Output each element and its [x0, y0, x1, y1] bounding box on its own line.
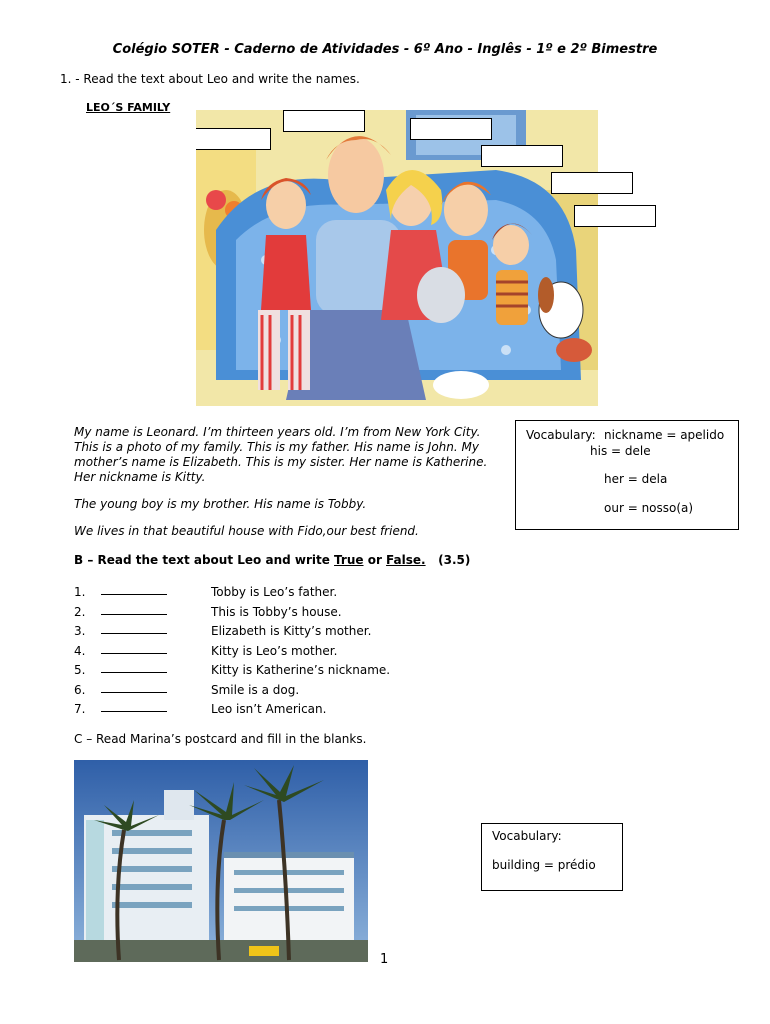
vocabulary-item: nickname = apelido [604, 428, 725, 442]
story-paragraph: My name is Leonard. I’m thirteen years old. I’m from New York City. This is a photo of my family. This is my father. His name is John. My mother’s name is Elizabeth. This is my sister. Her name is Katherine. Her nickname is Kitty. [74, 425, 488, 484]
building-photo-image [74, 760, 368, 962]
section-b-prefix: B – Read the text about Leo and write [74, 553, 335, 567]
vocabulary-item: his = dele [590, 444, 651, 458]
answer-blank[interactable] [101, 692, 167, 693]
name-answer-box[interactable] [196, 128, 271, 150]
item-statement: This is Tobby’s house. [211, 605, 342, 619]
vocabulary-item: building = prédio [492, 858, 596, 872]
leo-family-text [74, 425, 504, 551]
points-label: (3.5) [438, 553, 471, 567]
item-number: 6. [74, 683, 86, 697]
item-number: 3. [74, 624, 86, 638]
name-answer-box[interactable] [574, 205, 656, 227]
item-number: 7. [74, 702, 86, 716]
false-word: False. [386, 553, 426, 567]
item-number: 5. [74, 663, 86, 677]
item-statement: Elizabeth is Kitty’s mother. [211, 624, 372, 638]
item-statement: Smile is a dog. [211, 683, 300, 697]
item-statement: Kitty is Leo’s mother. [211, 644, 338, 658]
section-b-heading [74, 553, 470, 567]
answer-blank[interactable] [101, 594, 167, 595]
item-number: 1. [74, 585, 86, 599]
answer-blank[interactable] [101, 672, 167, 673]
answer-blank[interactable] [101, 614, 167, 615]
item-statement: Leo isn’t American. [211, 702, 327, 716]
vocabulary-label: Vocabulary: [492, 829, 562, 843]
vocabulary-item: her = dela [604, 472, 668, 486]
family-title: LEO´S FAMILY [86, 101, 171, 114]
story-paragraph: We lives in that beautiful house with Fido,our best friend. [74, 524, 419, 538]
true-word: True [334, 553, 364, 567]
name-answer-box[interactable] [551, 172, 633, 194]
item-number: 2. [74, 605, 86, 619]
item-statement: Tobby is Leo’s father. [211, 585, 338, 599]
name-answer-box[interactable] [410, 118, 492, 140]
answer-blank[interactable] [101, 653, 167, 654]
exercise-1-instruction: 1. - Read the text about Leo and write the names. [60, 72, 360, 86]
vocabulary-label: Vocabulary: [526, 428, 596, 442]
postcard-photo [74, 760, 368, 962]
item-number: 4. [74, 644, 86, 658]
story-paragraph: The young boy is my brother. His name is Tobby. [74, 497, 367, 511]
vocabulary-item: our = nosso(a) [604, 501, 694, 515]
item-statement: Kitty is Katherine’s nickname. [211, 663, 391, 677]
family-illustration [196, 110, 598, 406]
answer-blank[interactable] [101, 633, 167, 634]
answer-blank[interactable] [101, 711, 167, 712]
vocabulary-box [481, 823, 623, 891]
or-word: or [363, 553, 387, 567]
name-answer-box[interactable] [283, 110, 365, 132]
page-number: 1 [380, 952, 389, 967]
vocabulary-box [515, 420, 739, 530]
page-title: Colégio SOTER - Caderno de Atividades - 6º Ano - Inglês - 1º e 2º Bimestre [112, 42, 658, 57]
name-answer-box[interactable] [481, 145, 563, 167]
section-c-instruction: C – Read Marina’s postcard and fill in the blanks. [74, 732, 367, 746]
